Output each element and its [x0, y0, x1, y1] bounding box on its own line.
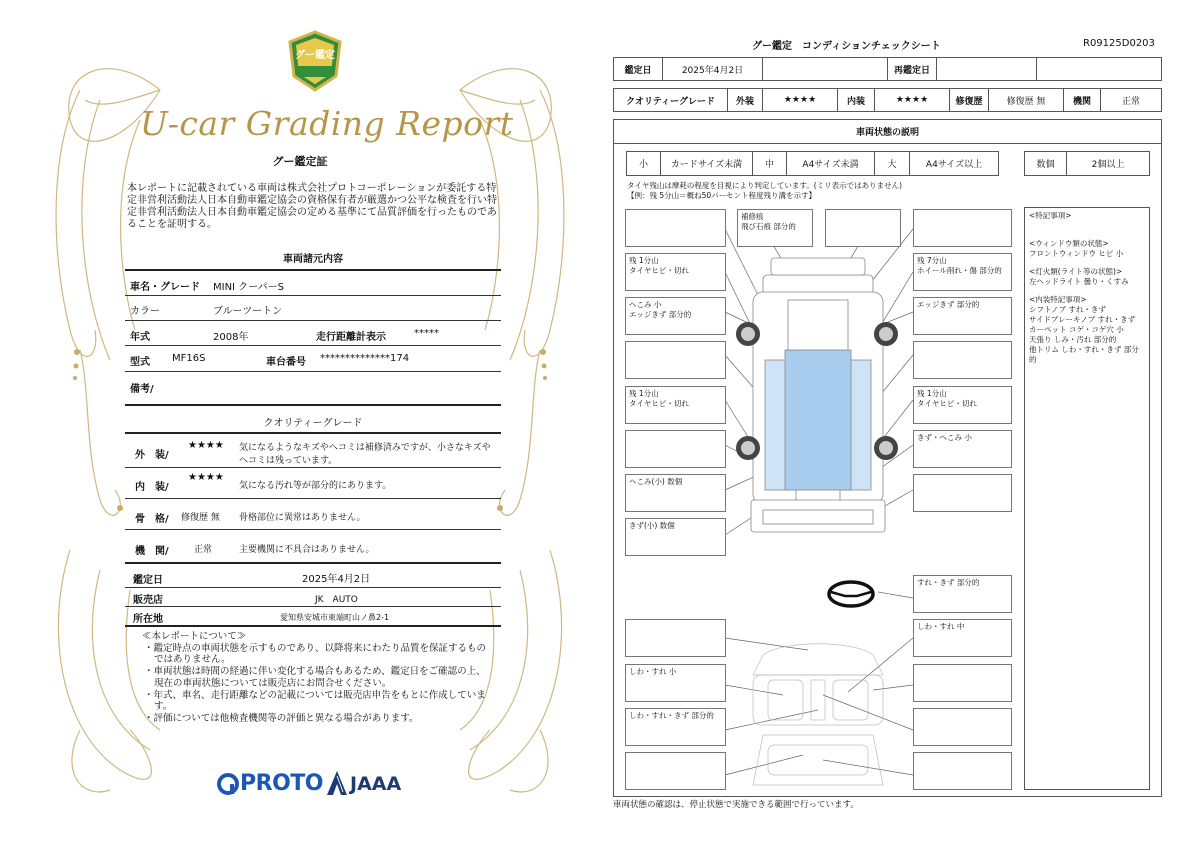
- inspection-date-value: 2025年4月2日: [302, 574, 371, 585]
- document-id: R09125D0203: [1083, 38, 1155, 49]
- address-label: 所在地: [133, 614, 163, 625]
- sheet-footer-note: 車両状態の確認は、停止状態で実施できる範囲で行っています。: [613, 800, 859, 810]
- engine-label: 機 関/: [135, 546, 169, 557]
- interior-stars: ★★★★: [874, 88, 950, 112]
- interior-title: <内装特記事項>: [1029, 295, 1087, 304]
- goo-kantei-badge-logo: [286, 30, 344, 92]
- badge-text: グー鑑定: [295, 50, 335, 61]
- shop-value: JK AUTO: [315, 595, 358, 605]
- engine-desc: 主要機関に不具合はありません。: [239, 545, 375, 555]
- quality-heading: クオリティーグレード: [263, 418, 363, 429]
- exterior-desc-1: 気になるようなキズやヘコミは補修済みですが、小さなキズや: [239, 443, 491, 453]
- report-notes: [142, 631, 492, 725]
- sheet-title: グー鑑定 コンディションチェックシート: [752, 41, 941, 52]
- condition-rear-left: ヘこみ(小) 数個: [625, 474, 726, 512]
- inspection-date-label: 鑑定日: [133, 575, 163, 586]
- chassis-value: **************174: [320, 353, 410, 364]
- condition-box-top-center: 補修痕 飛び石痕 部分的: [737, 209, 813, 247]
- legend-medium: 中: [752, 151, 787, 176]
- condition-steering: すれ・きず 部分的: [913, 575, 1012, 613]
- legend-small: 小: [626, 151, 661, 176]
- special-remarks: [1024, 207, 1150, 790]
- engine-value: 正常: [194, 545, 213, 555]
- remarks-title: <特記事項>: [1029, 211, 1072, 220]
- condition-box-empty: [625, 209, 726, 247]
- note-item: ・年式、車名、走行距離などの記載については販売店申告をもとに作成しています。: [144, 689, 486, 713]
- remarks-label: 備考/: [130, 384, 154, 395]
- engine-value: 正常: [1100, 88, 1162, 112]
- reinspection-date-label: 再鑑定日: [887, 57, 937, 81]
- repair-history-value: 修復歴 無: [988, 88, 1064, 112]
- proto-logo-icon: [216, 772, 240, 796]
- repair-history-label: 修復歴: [949, 88, 989, 112]
- interior-item: 他トリム しわ・すれ・きず 部分的: [1029, 345, 1139, 364]
- note-item: ・車両状態は時間の経過に伴い変化する場合もあるため、鑑定日をご確認の上、現在の車両状態については販売店にお問合せください。: [144, 666, 486, 689]
- color-label: カラー: [130, 306, 160, 317]
- color-value: ブルーツートン: [213, 306, 283, 317]
- exterior-label: 外装: [727, 88, 763, 112]
- legend-large: 大: [874, 151, 910, 176]
- tire-rear-right: 残 1分山 タイヤヒビ・切れ: [913, 386, 1012, 424]
- exterior-desc-2: ヘコミは残っています。: [239, 456, 338, 466]
- exterior-stars: ★★★★: [762, 88, 838, 112]
- engine-label: 機関: [1063, 88, 1101, 112]
- condition-box-empty: [913, 664, 1012, 702]
- condition-box-empty: [913, 708, 1012, 746]
- legend-medium-desc: A4サイズ未満: [786, 151, 875, 176]
- legend-large-desc: A4サイズ以上: [909, 151, 999, 176]
- interior-item: カーペット コゲ・コゲ穴 小: [1029, 325, 1124, 334]
- condition-interior-left-2: しわ・すれ・きず 部分的: [625, 708, 726, 746]
- condition-front-right: エッジきず 部分的: [913, 297, 1012, 335]
- chassis-label: 車台番号: [266, 357, 306, 368]
- condition-rear-left-2: きず(小) 数個: [625, 518, 726, 556]
- jaaa-logo: JAAA: [350, 773, 402, 795]
- mileage-label: 走行距離計表示: [316, 332, 386, 343]
- notes-title: ≪本レポートについて≫: [142, 631, 247, 642]
- interior-label: 内 装/: [135, 482, 169, 493]
- proto-logo: PROTO: [240, 771, 323, 796]
- condition-box-empty: [625, 619, 726, 657]
- note-item: ・評価については他検査機関等の評価と異なる場合があります。: [144, 712, 419, 724]
- interior-stars: ★★★★: [188, 472, 224, 483]
- jaaa-logo-icon: [326, 770, 348, 796]
- tire-note-example: 【例：残 5分山＝概ね50パーセント程度残り溝を示す】: [627, 191, 817, 200]
- inspection-date-label: 鑑定日: [613, 57, 663, 81]
- tire-front-right: 残 7分山 ホイール削れ・傷 部分的: [913, 253, 1012, 291]
- condition-box-empty: [825, 209, 901, 247]
- interior-item: シフトノブ すれ・きず: [1029, 305, 1106, 314]
- certificate-intro: 本レポートに記載されている車両は株式会社プロトコーポレーションが委託する特定非営利活動法人日本自動車鑑定協会の資格保有者が厳選かつ公平な検査を行い特定非営利活動法人日本自動車鑑定協会の定める基準にて品質評価を行ったものであることを証明する。: [127, 183, 497, 230]
- legend-count: 数個: [1024, 151, 1067, 176]
- condition-box-empty: [913, 474, 1012, 512]
- condition-box-empty: [913, 752, 1012, 790]
- tire-rear-left: 残 1分山 タイヤヒビ・切れ: [625, 386, 726, 424]
- interior-desc: 気になる汚れ等が部分的にあります。: [239, 481, 392, 491]
- exterior-label: 外 装/: [135, 450, 169, 461]
- steering-wheel-icon: [829, 582, 873, 606]
- condition-rear-right: きず・へこみ 小: [913, 430, 1012, 468]
- condition-box-empty: [913, 341, 1012, 379]
- interior-label: 内装: [837, 88, 875, 112]
- condition-interior-left: しわ・すれ 小: [625, 664, 726, 702]
- interior-item: 天張り しみ・汚れ 部分的: [1029, 335, 1117, 344]
- condition-box-empty: [625, 341, 726, 379]
- section-title: 車両状態の説明: [613, 119, 1162, 144]
- spec-heading: 車両諸元内容: [283, 254, 343, 265]
- car-name-value: MINI クーパーS: [213, 282, 285, 293]
- car-name-label: 車名・グレード: [130, 282, 200, 293]
- address-value: 愛知県安城市東端町山ノ鼻2-1: [280, 613, 390, 622]
- model-label: 型式: [130, 357, 150, 368]
- condition-box-empty: [625, 430, 726, 468]
- empty-cell: [762, 57, 888, 81]
- frame-label: 骨 格/: [135, 514, 169, 525]
- tire-front-left: 残 1分山 タイヤヒビ・切れ: [625, 253, 726, 291]
- frame-value: 修復歴 無: [181, 513, 220, 523]
- lights-title: <灯火類(ライト等の状態)>: [1029, 267, 1123, 276]
- inspection-date-value: 2025年4月2日: [662, 57, 763, 81]
- certificate-subtitle: グー鑑定証: [272, 155, 328, 168]
- lights-item: 左ヘッドライト 曇り・くすみ: [1029, 277, 1129, 286]
- mileage-value: *****: [414, 328, 439, 339]
- empty-cell: [1036, 57, 1162, 81]
- condition-interior-right: しわ・すれ 中: [913, 619, 1012, 657]
- year-value: 2008年: [213, 332, 249, 343]
- interior-item: サイドブレーキノブ すれ・きず: [1029, 315, 1136, 324]
- reinspection-date-value: [936, 57, 1037, 81]
- condition-front-left: ヘこみ 小 エッジきず 部分的: [625, 297, 726, 335]
- legend-count-desc: 2個以上: [1066, 151, 1150, 176]
- condition-box-empty: [625, 752, 726, 790]
- model-value: MF16S: [172, 353, 206, 364]
- shop-label: 販売店: [133, 595, 163, 606]
- condition-box-empty: [913, 209, 1012, 247]
- year-label: 年式: [130, 332, 150, 343]
- window-item: フロントウィンドウ ヒビ 小: [1029, 249, 1124, 258]
- frame-desc: 骨格部位に異常はありません。: [239, 513, 366, 523]
- legend-small-desc: カードサイズ未満: [660, 151, 753, 176]
- tire-note: タイヤ残山は摩耗の程度を目視により判定しています。(ミリ表示ではありません): [627, 181, 903, 190]
- window-title: <ウィンドウ類の状態>: [1029, 239, 1109, 248]
- note-item: ・鑑定時点の車両状態を示すものであり、以降将来にわたり品質を保証するものではありません。: [144, 642, 487, 666]
- script-title: U-car Grading Report: [140, 104, 514, 143]
- quality-grade-label: クオリティーグレード: [613, 88, 728, 112]
- exterior-stars: ★★★★: [188, 440, 224, 451]
